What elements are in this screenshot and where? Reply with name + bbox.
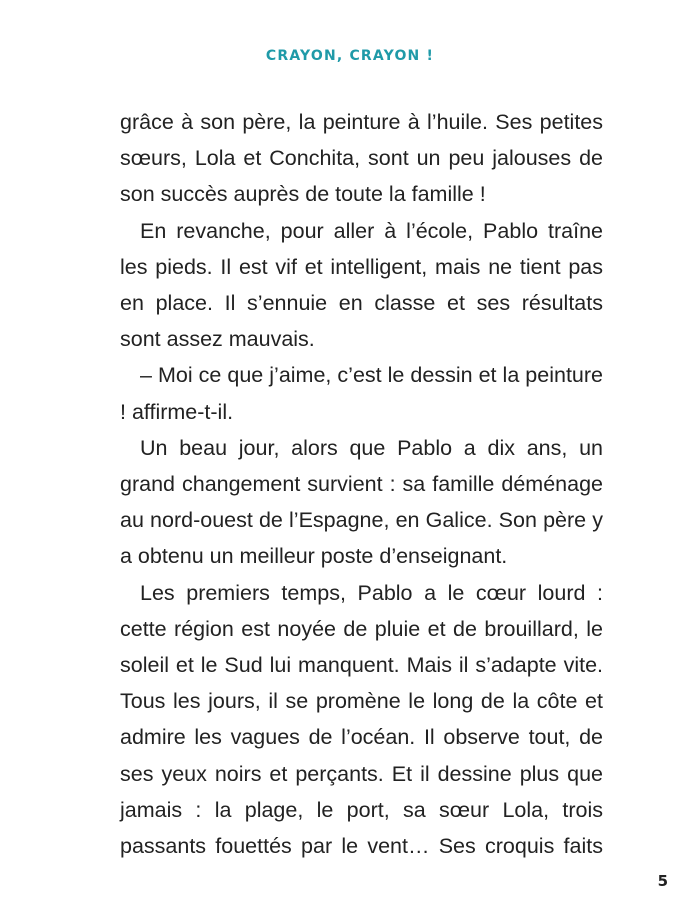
page-number: 5 [657,872,668,890]
paragraph-4: Un beau jour, alors que Pablo a dix ans, un grand changement survient : sa famille déménage au nord-ouest de l’Espagne, en Galice. Son père y a obtenu un meilleur poste d’enseignant. [120,435,603,569]
paragraph-1: grâce à son père, la peinture à l’huile. Ses petites sœurs, Lola et Conchita, sont un peu jalouses de son succès auprès de toute la famille ! [120,110,603,207]
body-text [120,104,603,864]
paragraph-2: En revanche, pour aller à l’école, Pablo traîne les pieds. Il est vif et intelligent, mais ne tient pas en place. Il s’ennuie en classe et ses résultats sont assez mauvais. [120,218,603,352]
paragraph-5: Les premiers temps, Pablo a le cœur lourd : cette région est noyée de pluie et de brouillard, le soleil et le Sud lui manquent. Mais il s’adapte vite. Tous les jours, il se promène le long de la côte et admire les vagues de l’océan. Il observe tout, de ses yeux noirs et perçants. Et il dessine plus que jamais : la plage, le port, sa sœur Lola, trois passants fouettés par le vent… Ses croquis faits [120,580,603,859]
running-header-title: CRAYON, CRAYON ! [265,48,435,64]
paragraph-3-dialogue: – Moi ce que j’aime, c’est le dessin et la peinture ! affirme-t-il. [120,363,603,424]
